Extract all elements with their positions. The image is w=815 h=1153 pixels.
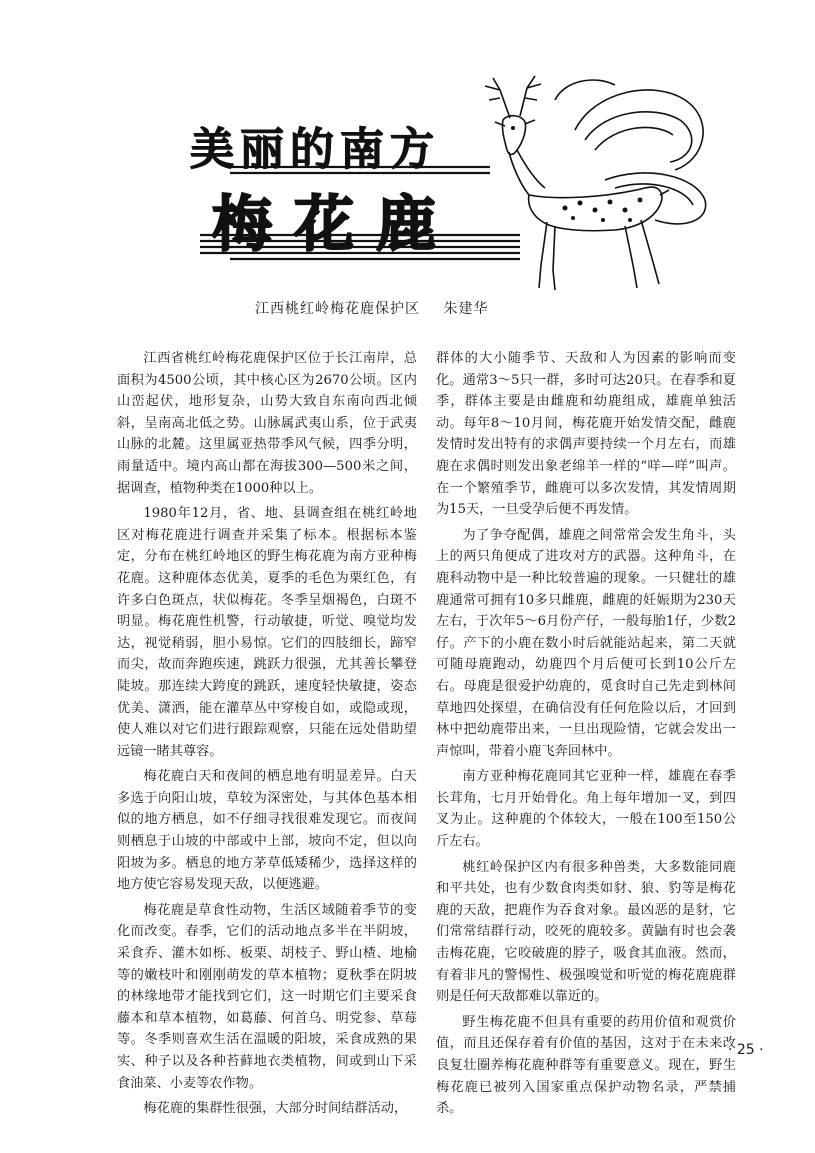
paragraph: 梅花鹿是草食性动物，生活区域随着季节的变化而改变。春季，它们的活动地点多半在半阴坡，采食乔、灌木如栎、板栗、胡枝子、野山楂、地榆等的嫩枝叶和刚刚萌发的草本植物；夏秋季在阴坡的林缘地带才能找到它们，这一时期它们主要采食藤本和草本植物，如葛藤、何首乌、明党参、草莓等。冬季则喜欢生活在温暖的阳坡，采食成熟的果实、种子以及各种苔藓地衣类植物，间或到山下采食油菜、小麦等农作物。 bbox=[117, 902, 417, 1091]
paragraph: 梅花鹿白天和夜间的栖息地有明显差异。白天多选于向阳山坡，草较为深密处，与其体色基本相似的地方栖息，如不仔细寻找很难发现它。而夜间则栖息于山坡的中部或中上部，坡向不定，但以向阳坡为多。栖息的地方茅草低矮稀少，选择这样的地方使它容易发现天敌，以便逃避。 bbox=[117, 769, 417, 893]
right-column bbox=[436, 348, 736, 1124]
paragraph: 为了争夺配偶，雄鹿之间常常会发生角斗，头上的两只角便成了进攻对方的武器。这种角斗，在鹿科动物中是一种比较普遍的现象。一只健壮的雄鹿通常可拥有10多只雌鹿，雌鹿的妊娠期为230天左右，于次年5～6月份产仔，一般每胎1仔，少数2仔。产下的小鹿在数小时后就能站起来，第二天就可随母鹿跑动，幼鹿四个月后便可长到10公斤左右。母鹿是很爱护幼鹿的，觅食时自己先走到林间草地四处探望，在确信没有任何危险以后，才回到林中把幼鹿带出来，一旦出现险情，它就会发出一声惊叫，带着小鹿飞奔回林中。 bbox=[436, 527, 736, 759]
paragraph: 桃红岭保护区内有很多种兽类，大多数能同鹿和平共处，也有少数食肉类如豺、狼、豹等是梅花鹿的天敌，把鹿作为吞食对象。最凶恶的是豺，它们常常结群行动，咬死的鹿较多。黄鼬有时也会袭击梅花鹿，它咬破鹿的脖子，吸食其血液。然而，有着非凡的警惕性、极强嗅觉和听觉的梅花鹿鹿群则是任何天敌都难以靠近的。 bbox=[436, 859, 736, 1005]
subtitle-art: 美丽的南方 bbox=[190, 124, 440, 175]
paragraph: 1980年12月，省、地、县调查组在桃红岭地区对梅花鹿进行调查并采集了标本。根据标本鉴定，分布在桃红岭地区的野生梅花鹿为南方亚种梅花鹿。这种鹿体态优美，夏季的毛色为栗红色，有许多白色斑点，状似梅花。冬季呈烟褐色，白斑不明显。梅花鹿性机警，行动敏捷，听觉、嗅觉均发达，视觉稍弱，胆小易惊。它们的四肢细长，蹄窄而尖，故而奔跑疾速，跳跃力很强，尤其善长攀登陡坡。那连续大跨度的跳跃，速度轻快敏捷，姿态优美、潇洒，能在灌草丛中穿梭自如，或隐或现，使人难以对它们进行跟踪观察，只能在远处借助望远镜一睹其尊容。 bbox=[117, 506, 417, 759]
page-number: · 25 · bbox=[728, 1042, 764, 1058]
byline bbox=[255, 298, 488, 318]
paragraph: 野生梅花鹿不但具有重要的药用价值和观赏价值，而且还保存着有价值的基因，这对于在未来改良复壮圈养梅花鹿种群等有重要意义。现在，野生梅花鹿已被列入国家重点保护动物名录，严禁捕杀。 bbox=[436, 1014, 736, 1117]
page-title: 梅花鹿 bbox=[212, 190, 458, 260]
author-affiliation: 江西桃红岭梅花鹿保护区 bbox=[255, 301, 420, 317]
deer-illustration bbox=[455, 70, 725, 295]
paragraph: 群体的大小随季节、天敌和人为因素的影响而变化。通常3～5只一群，多时可达20只。在春季和夏季，群体主要是由雌鹿和幼鹿组成，雄鹿单独活动。每年8～10月间，梅花鹿开始发情交配，雌鹿发情时发出特有的求偶声要持续一个月左右，而雄鹿在求偶时则发出象老绵羊一样的“咩—咩”叫声。在一个繁殖季节，雌鹿可以多次发情，其发情周期为15天，一旦受孕后便不再发情。 bbox=[436, 351, 736, 518]
paragraph: 南方亚种梅花鹿同其它亚种一样，雄鹿在春季长茸角，七月开始骨化。角上每年增加一叉，到四叉为止。这种鹿的个体较大，一般在100至150公斤左右。 bbox=[436, 769, 736, 850]
left-column bbox=[117, 348, 417, 1124]
paragraph: 梅花鹿的集群性很强，大部分时间结群活动， bbox=[143, 1101, 408, 1117]
author-name: 朱建华 bbox=[443, 301, 489, 317]
paragraph: 江西省桃红岭梅花鹿保护区位于长江南岸，总面积为4500公顷，其中核心区为2670公顷。区内山峦起伏，地形复杂，山势大致自东南向西北倾斜，呈南高北低之势。山脉属武夷山系，位于武夷山脉的北麓。这里属亚热带季风气候，四季分明，雨量适中。境内高山都在海拔300—500米之间，据调查，植物种类在1000种以上。 bbox=[117, 351, 417, 496]
